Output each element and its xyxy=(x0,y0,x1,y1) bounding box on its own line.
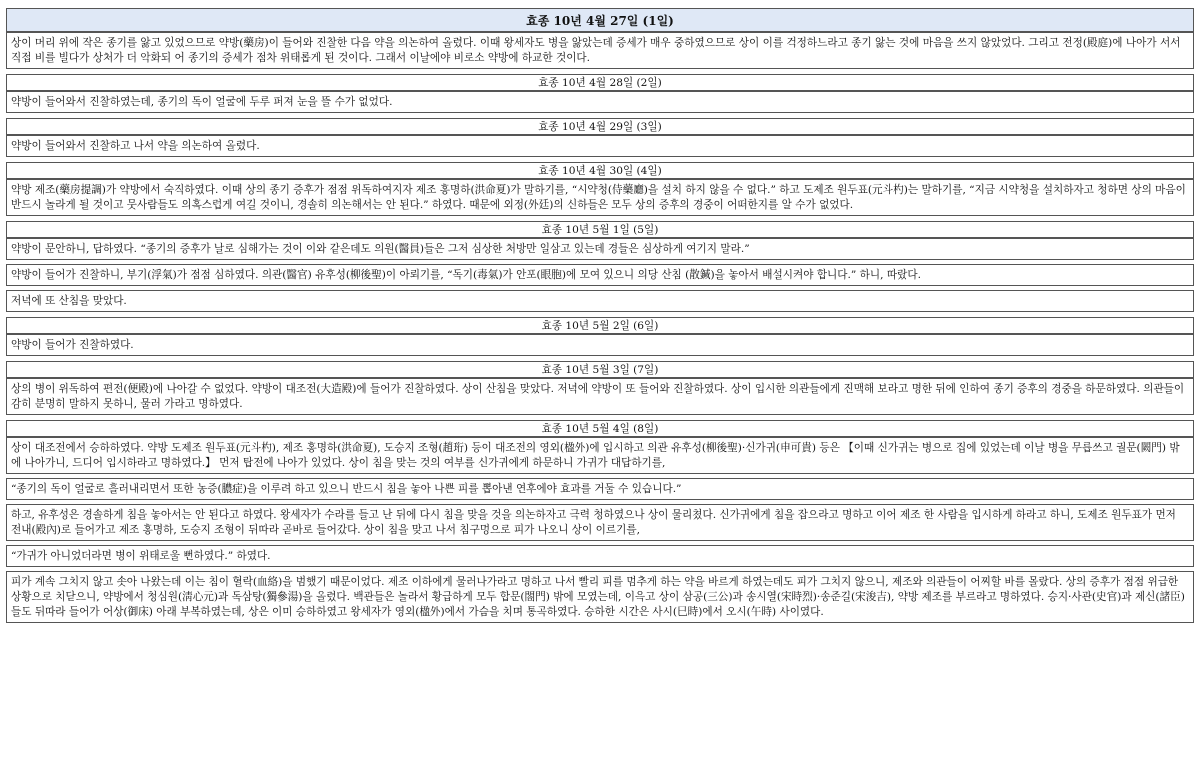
entry-date-header: 효종 10년 4월 27일 (1일) xyxy=(6,8,1194,32)
entry-paragraph: 상이 대조전에서 승하하였다. 약방 도제조 원두표(元斗杓), 제조 홍명하(洪命夏), 도승지 조형(趙珩) 등이 대조전의 영외(楹外)에 입시하고 의관 유후성(柳後聖)·신가귀(申可貴) 등은 【이때 신가귀는 병으로 집에 있었는데 이날 병을 무릅쓰고 궐문(闕門) 밖에 나아가니, 드디어 입시하라고 명하였다.】 먼저 탑전에 나아가 있었다. 상이 침을 맞는 것의 여부를 신가귀에게 하문하니 가귀가 대답하기를, xyxy=(6,437,1194,474)
entry-paragraph: 상의 병이 위독하여 편전(便殿)에 나아갈 수 없었다. 약방이 대조전(大造殿)에 들어가 진찰하였다. 상이 산침을 맞았다. 저녁에 약방이 또 들어와 진찰하였다. 상이 입시한 의관들에게 진맥해 보라고 명한 뒤에 인하여 종기 증후의 경중을 하문하였다. 의관들이 감히 분명히 말하지 못하니, 물러 가라고 명하였다. xyxy=(6,378,1194,415)
entry-date-header: 효종 10년 5월 3일 (7일) xyxy=(6,361,1194,378)
entry-date-header: 효종 10년 4월 30일 (4일) xyxy=(6,162,1194,179)
entry-date-header: 효종 10년 5월 4일 (8일) xyxy=(6,420,1194,437)
entry-paragraph: “종기의 독이 얼굴로 흘러내리면서 또한 농증(膿症)을 이루려 하고 있으니 반드시 침을 놓아 나쁜 피를 뽑아낸 연후에야 효과를 거둘 수 있습니다.” xyxy=(6,478,1194,500)
entry-paragraph: “가귀가 아니었더라면 병이 위태로울 뻔하였다.” 하였다. xyxy=(6,545,1194,567)
entry-paragraph: 약방이 문안하니, 답하였다. “종기의 증후가 날로 심해가는 것이 이와 같은데도 의원(醫員)들은 그저 심상한 처방만 일삼고 있는데 경들은 심상하게 여기지 말라.” xyxy=(6,238,1194,260)
entry-paragraph: 피가 계속 그치지 않고 솟아 나왔는데 이는 침이 혈락(血絡)을 범했기 때문이었다. 제조 이하에게 물러나가라고 명하고 나서 빨리 피를 멈추게 하는 약을 바르게 하였는데도 피가 그치지 않으니, 제조와 의관들이 어찌할 바를 몰랐다. 상의 증후가 점점 위급한 상황으로 치닫으니, 약방에서 청심원(淸心元)과 독삼탕(獨參湯)을 올렸다. 백관들은 놀라서 황급하게 모두 합문(閤門) 밖에 모였는데, 이윽고 상이 삼공(三公)과 송시열(宋時烈)·송준길(宋浚吉), 약방 제조를 부르라고 명하였다. 승지·사관(史官)과 제신(諸臣)들도 뒤따라 들어가 어상(御床) 아래 부복하였는데, 상은 이미 승하하였고 왕세자가 영외(楹外)에서 가슴을 치며 통곡하였다. 승하한 시간은 사시(巳時)에서 오시(午時) 사이였다. xyxy=(6,571,1194,623)
document-table xyxy=(6,8,1194,623)
entry-paragraph: 하고, 유후성은 경솔하게 침을 놓아서는 안 된다고 하였다. 왕세자가 수라를 들고 난 뒤에 다시 침을 맞을 것을 의논하자고 극력 청하였으나 상이 물리쳤다. 신가귀에게 침을 잡으라고 명하고 이어 제조 한 사람을 입시하게 하라고 하니, 도제조 원두표가 먼저 전내(殿內)로 들어가고 제조 홍명하, 도승지 조형이 뒤따라 곧바로 들어갔다. 상이 침을 맞고 나서 침구멍으로 피가 나오니 상이 이르기를, xyxy=(6,504,1194,541)
entry-paragraph: 약방이 들어와서 진찰하고 나서 약을 의논하여 올렸다. xyxy=(6,135,1194,157)
entry-date-header: 효종 10년 5월 2일 (6일) xyxy=(6,317,1194,334)
entry-date-header: 효종 10년 5월 1일 (5일) xyxy=(6,221,1194,238)
entry-paragraph: 상이 머리 위에 작은 종기를 앓고 있었으므로 약방(藥房)이 들어와 진찰한 다음 약을 의논하여 올렸다. 이때 왕세자도 병을 앓았는데 증세가 매우 중하였으므로 상이 이를 걱정하느라고 종기 앓는 것에 마음을 쓰지 않았었다. 그리고 전정(殿庭)에 나아가 서서 직접 비를 빌다가 상처가 더 악화되 어 종기의 증세가 점차 위태롭게 된 것이다. 그래서 이날에야 비로소 약방에 하교한 것이다. xyxy=(6,32,1194,69)
entry-date-header: 효종 10년 4월 29일 (3일) xyxy=(6,118,1194,135)
entry-paragraph: 약방이 들어와서 진찰하였는데, 종기의 독이 얼굴에 두루 퍼져 눈을 뜰 수가 없었다. xyxy=(6,91,1194,113)
entry-paragraph: 약방 제조(藥房提調)가 약방에서 숙직하였다. 이때 상의 종기 증후가 점점 위독하여지자 제조 홍명하(洪命夏)가 말하기를, “시약청(侍藥廳)을 설치 하지 않을 수 없다.” 하고 도제조 원두표(元斗杓)는 말하기를, “지금 시약청을 설치하자고 청하면 상의 마음이 반드시 놀라게 될 것이고 뭇사람들도 의혹스럽게 여길 것이니, 경솔히 의논해서는 안 된다.” 하였다. 때문에 외정(外廷)의 신하들은 모두 상의 증후의 경중이 어떠한지를 알 수가 없었다. xyxy=(6,179,1194,216)
entry-paragraph: 약방이 들어가 진찰하니, 부기(浮氣)가 점점 심하였다. 의관(醫官) 유후성(柳後聖)이 아뢰기를, “독기(毒氣)가 안포(眼胞)에 모여 있으니 의당 산침 (散鍼)을 놓아서 배설시켜야 합니다.” 하니, 따랐다. xyxy=(6,264,1194,286)
entry-paragraph: 저녁에 또 산침을 맞았다. xyxy=(6,290,1194,312)
entry-date-header: 효종 10년 4월 28일 (2일) xyxy=(6,74,1194,91)
entry-paragraph: 약방이 들어가 진찰하였다. xyxy=(6,334,1194,356)
